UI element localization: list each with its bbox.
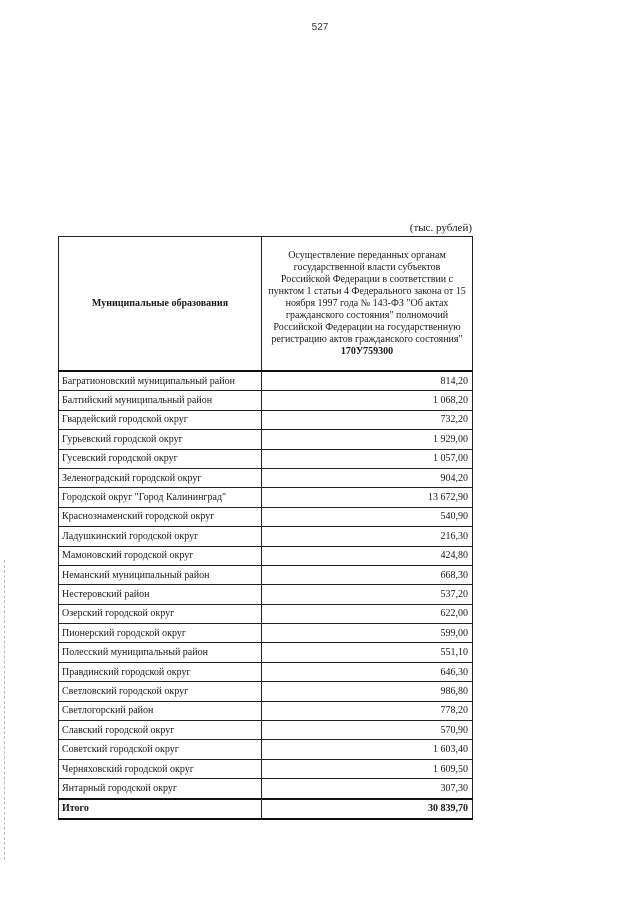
table-row xyxy=(59,488,473,507)
municipality-name: Неманский муниципальный район xyxy=(59,565,262,584)
amount-value: 1 603,40 xyxy=(262,740,473,759)
table-body xyxy=(59,371,473,799)
table-row xyxy=(59,643,473,662)
table-row xyxy=(59,546,473,565)
municipality-name: Зеленоградский городской округ xyxy=(59,468,262,487)
header-description-text: Осуществление переданных органам государственной власти субъектов Российской Федерации в соответствии с пунктом 1 статьи 4 Федерального закона от 15 ноября 1997 года № 143-ФЗ "Об актах гражданского состояния" полномочий Российской Федерации на государственную регистрацию актов гражданского состояния" xyxy=(268,249,466,345)
amount-value: 216,30 xyxy=(262,527,473,546)
table-row xyxy=(59,468,473,487)
amount-value: 778,20 xyxy=(262,701,473,720)
table-row xyxy=(59,410,473,429)
municipality-name: Гурьевский городской округ xyxy=(59,430,262,449)
amount-value: 668,30 xyxy=(262,565,473,584)
amount-value: 551,10 xyxy=(262,643,473,662)
table-row xyxy=(59,585,473,604)
table-row xyxy=(59,565,473,584)
amount-value: 424,80 xyxy=(262,546,473,565)
amount-value: 1 929,00 xyxy=(262,430,473,449)
table-row xyxy=(59,371,473,391)
table-row xyxy=(59,701,473,720)
table-row xyxy=(59,662,473,681)
header-description xyxy=(262,237,473,372)
total-row xyxy=(59,799,473,819)
table-row xyxy=(59,682,473,701)
municipality-name: Правдинский городской округ xyxy=(59,662,262,681)
municipality-name: Краснознаменский городской округ xyxy=(59,507,262,526)
header-municipalities: Муниципальные образования xyxy=(59,237,262,372)
amount-value: 307,30 xyxy=(262,779,473,799)
table-row xyxy=(59,527,473,546)
total-value: 30 839,70 xyxy=(262,799,473,819)
total-label: Итого xyxy=(59,799,262,819)
municipality-name: Гвардейский городской округ xyxy=(59,410,262,429)
municipality-name: Нестеровский район xyxy=(59,585,262,604)
municipal-table xyxy=(58,236,473,820)
municipality-name: Янтарный городской округ xyxy=(59,779,262,799)
table-row xyxy=(59,779,473,799)
municipality-name: Багратионовский муниципальный район xyxy=(59,371,262,391)
units-note: (тыс. рублей) xyxy=(409,222,472,234)
table-row xyxy=(59,449,473,468)
amount-value: 540,90 xyxy=(262,507,473,526)
page-number: 527 xyxy=(311,22,329,33)
amount-value: 646,30 xyxy=(262,662,473,681)
amount-value: 13 672,90 xyxy=(262,488,473,507)
scan-margin-marks xyxy=(4,560,6,860)
municipality-name: Светлогорский район xyxy=(59,701,262,720)
municipality-name: Пионерский городской округ xyxy=(59,624,262,643)
municipality-name: Светловский городской округ xyxy=(59,682,262,701)
amount-value: 1 068,20 xyxy=(262,391,473,410)
municipality-name: Славский городской округ xyxy=(59,721,262,740)
municipality-name: Советский городской округ xyxy=(59,740,262,759)
municipality-name: Мамоновский городской округ xyxy=(59,546,262,565)
municipality-name: Балтийский муниципальный район xyxy=(59,391,262,410)
table-row xyxy=(59,604,473,623)
amount-value: 1 057,00 xyxy=(262,449,473,468)
amount-value: 599,00 xyxy=(262,624,473,643)
municipality-name: Ладушкинский городской округ xyxy=(59,527,262,546)
table-row xyxy=(59,624,473,643)
table-header-row xyxy=(59,237,473,372)
table-row xyxy=(59,391,473,410)
header-code: 170У759300 xyxy=(340,345,394,357)
amount-value: 570,90 xyxy=(262,721,473,740)
amount-value: 622,00 xyxy=(262,604,473,623)
municipality-name: Гусевский городской округ xyxy=(59,449,262,468)
amount-value: 1 609,50 xyxy=(262,759,473,778)
table-row xyxy=(59,721,473,740)
amount-value: 537,20 xyxy=(262,585,473,604)
municipality-name: Озерский городской округ xyxy=(59,604,262,623)
amount-value: 986,80 xyxy=(262,682,473,701)
table-row xyxy=(59,507,473,526)
table-row xyxy=(59,740,473,759)
table-row xyxy=(59,759,473,778)
municipality-name: Черняховский городской округ xyxy=(59,759,262,778)
table-row xyxy=(59,430,473,449)
amount-value: 814,20 xyxy=(262,371,473,391)
municipality-name: Городской округ "Город Калининград" xyxy=(59,488,262,507)
amount-value: 904,20 xyxy=(262,468,473,487)
municipality-name: Полесский муниципальный район xyxy=(59,643,262,662)
amount-value: 732,20 xyxy=(262,410,473,429)
